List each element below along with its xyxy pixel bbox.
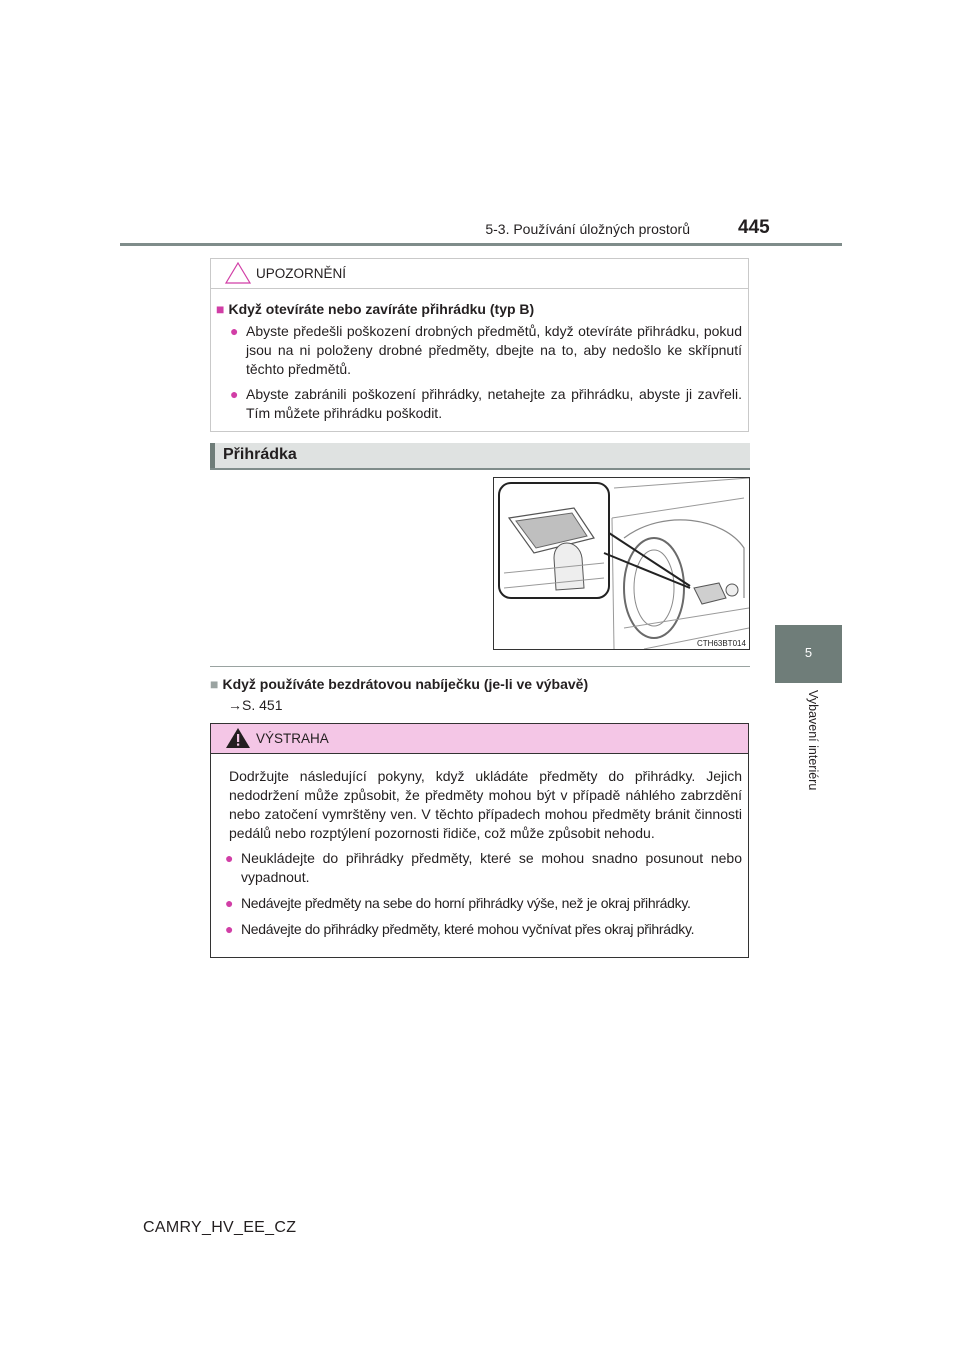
circle-bullet-icon: ●	[230, 323, 239, 339]
caution-bullet	[216, 385, 742, 423]
warning-header	[211, 724, 748, 754]
section-title: Přihrádka	[223, 446, 297, 463]
caution-bullet-text: Abyste předešli poškození drobných předmětů, když otevíráte přihrádku, pokud jsou na ni položeny drobné předměty, dbejte na to, aby nedošlo ke skřípnutí těchto předmětů.	[246, 323, 742, 377]
circle-bullet-icon: ●	[225, 921, 234, 937]
wireless-charger-heading	[210, 676, 750, 692]
warning-intro: Dodržujte následující pokyny, když ukládáte předměty do přihrádky. Jejich nedodržení může způsobit, že předměty mohou být v případě náhlého zabrzdění nebo zatočení vymrštěny ven. V těchto případech mohou předměty bránit činnosti pedálů nebo rozptýlení pozornosti řidiče, což může způsobit nehodu.	[229, 768, 742, 841]
section-title-strip	[210, 443, 215, 468]
square-bullet-icon: ■	[210, 676, 219, 692]
warning-bullet	[211, 920, 742, 939]
chapter-side-label-text: Vybavení interiéru	[806, 690, 820, 791]
circle-bullet-icon: ●	[225, 850, 234, 866]
illustration-code: CTH63BT014	[697, 639, 746, 648]
header-rule	[120, 243, 842, 246]
caution-triangle-icon	[225, 262, 251, 284]
caution-bullet-text: Abyste zabránili poškození přihrádky, netahejte za přihrádku, abyste ji zavřeli. Tím můžete přihrádku poškodit.	[246, 386, 742, 421]
warning-bullet-text: Nedávejte do přihrádky předměty, které mohou vyčnívat přes okraj přihrádky.	[241, 921, 695, 937]
section-title-bar	[210, 443, 750, 470]
arrow-right-icon: →	[228, 697, 242, 713]
console-tray-illustration	[494, 478, 749, 649]
circle-bullet-icon: ●	[230, 386, 239, 402]
warning-bullet-text: Neukládejte do přihrádky předměty, které se mohou snadno posunout nebo vypadnout.	[241, 850, 742, 885]
section-divider	[210, 666, 750, 667]
chapter-side-label	[808, 690, 828, 820]
caution-title: UPOZORNĚNÍ	[256, 266, 347, 281]
warning-bullet	[211, 894, 742, 913]
circle-bullet-icon: ●	[225, 895, 234, 911]
warning-box	[210, 723, 749, 958]
footer-doc-code: CAMRY_HV_EE_CZ	[143, 1219, 297, 1236]
caution-heading	[216, 301, 742, 317]
caution-bullet	[216, 322, 742, 379]
caution-heading-text: Když otevíráte nebo zavíráte přihrádku (typ B)	[228, 301, 535, 317]
warning-bullet-text: Nedávejte předměty na sebe do horní přihrádky výše, než je okraj přihrádky.	[241, 895, 691, 911]
warning-triangle-icon	[225, 727, 251, 749]
caution-header	[211, 259, 748, 289]
console-illustration	[493, 477, 750, 650]
chapter-tab-number: 5	[804, 645, 813, 660]
square-bullet-icon: ■	[216, 301, 225, 317]
page-reference-link[interactable]: S. 451	[242, 697, 283, 713]
caution-box	[210, 258, 749, 432]
wireless-charger-heading-text: Když používáte bezdrátovou nabíječku (je-li ve výbavě)	[222, 676, 589, 692]
page-number: 445	[738, 217, 770, 238]
header-section-title: 5-3. Používání úložných prostorů	[485, 221, 690, 237]
warning-title: VÝSTRAHA	[256, 731, 329, 746]
warning-bullet	[211, 849, 742, 887]
wireless-charger-reference[interactable]	[228, 697, 282, 713]
